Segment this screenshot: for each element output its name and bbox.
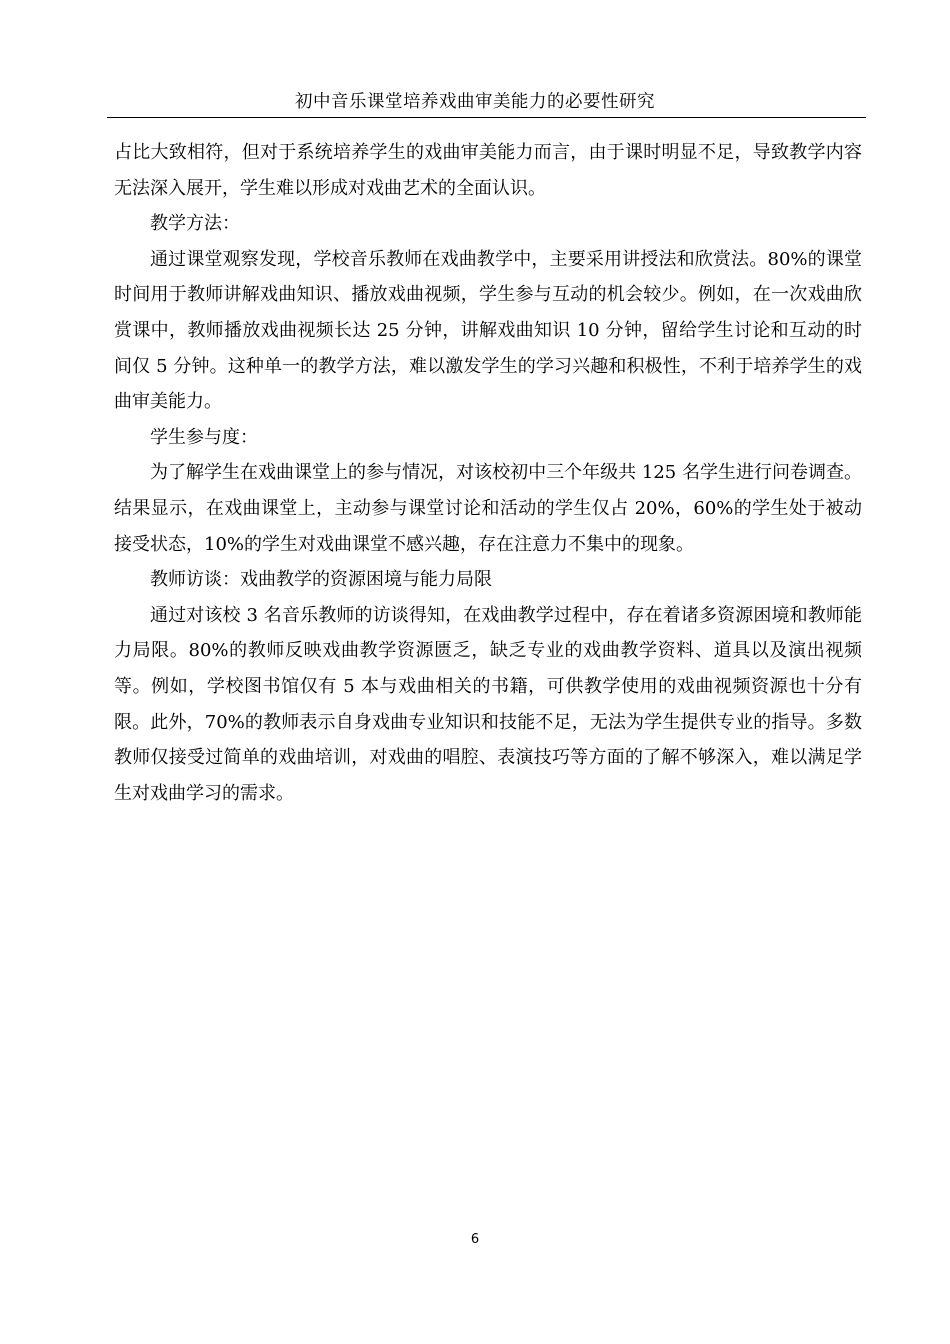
subheading-teaching-methods: 教学方法： <box>150 213 240 235</box>
paragraph-student-participation: 为了解学生在戏曲课堂上的参与情况，对该校初中三个年级共 125 名学生进行问卷调查。结果显示，在戏曲课堂上，主动参与课堂讨论和活动的学生仅占 20%，60%的学生处于被动接受状态，10%的学生对戏曲课堂不感兴趣，存在注意力不集中的现象。 <box>114 462 862 555</box>
paragraph-teaching-methods: 通过课堂观察发现，学校音乐教师在戏曲教学中，主要采用讲授法和欣赏法。80%的课堂时间用于教师讲解戏曲知识、播放戏曲视频，学生参与互动的机会较少。例如，在一次戏曲欣赏课中，教师播放戏曲视频长达 25 分钟，讲解戏曲知识 10 分钟，留给学生讨论和互动的时间仅 5 分钟。这种单一的教学方法，难以激发学生的学习兴趣和积极性，不利于培养学生的戏曲审美能力。 <box>114 248 862 413</box>
page-number: 6 <box>470 1232 480 1247</box>
running-header: 初中音乐课堂培养戏曲审美能力的必要性研究 <box>295 92 655 112</box>
paragraph-continuation: 占比大致相符，但对于系统培养学生的戏曲审美能力而言，由于课时明显不足，导致教学内容无法深入展开，学生难以形成对戏曲艺术的全面认识。 <box>114 142 862 199</box>
header-rule <box>107 117 866 118</box>
subheading-student-participation: 学生参与度： <box>150 426 258 448</box>
body-text <box>114 135 862 811</box>
subheading-teacher-interviews: 教师访谈：戏曲教学的资源困境与能力局限 <box>150 569 492 591</box>
paragraph-teacher-interviews: 通过对该校 3 名音乐教师的访谈得知，在戏曲教学过程中，存在着诸多资源困境和教师能力局限。80%的教师反映戏曲教学资源匮乏，缺乏专业的戏曲教学资料、道具以及演出视频等。例如，学校图书馆仅有 5 本与戏曲相关的书籍，可供教学使用的戏曲视频资源也十分有限。此外，70%的教师表示自身戏曲专业知识和技能不足，无法为学生提供专业的指导。多数教师仅接受过简单的戏曲培训，对戏曲的唱腔、表演技巧等方面的了解不够深入，难以满足学生对戏曲学习的需求。 <box>114 604 862 804</box>
